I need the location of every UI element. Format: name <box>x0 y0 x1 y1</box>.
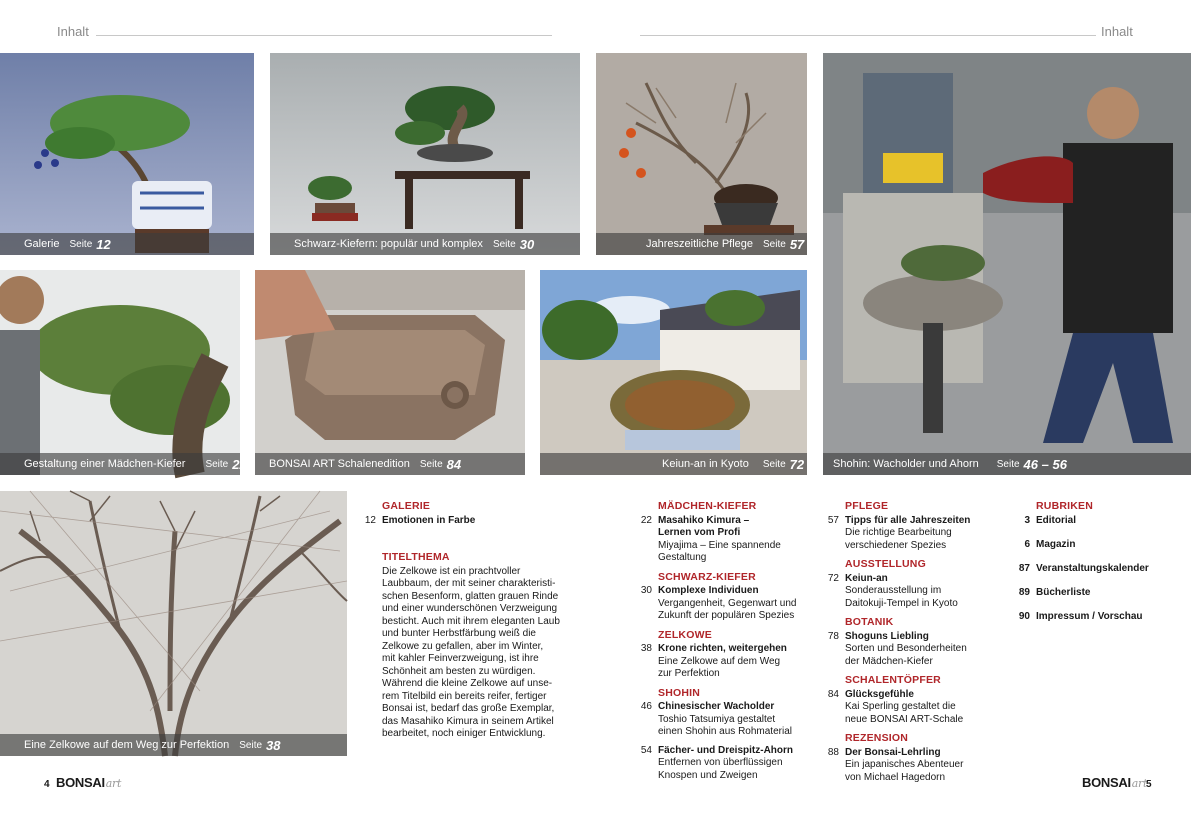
caption-seite: Seite <box>996 458 1020 470</box>
entry-title: Lernen vom Profi <box>658 527 741 538</box>
black-pine-image <box>270 53 580 255</box>
toc-entry[interactable] <box>823 573 993 611</box>
entry-title: Keiun-an <box>845 572 888 584</box>
section-ausstellung: AUSSTELLUNG <box>845 558 926 570</box>
entry-title: Veranstaltungskalender <box>1036 562 1149 574</box>
toc-entry[interactable] <box>636 701 816 739</box>
entry-page: 90 <box>1018 610 1030 622</box>
entry-title: Shoguns Liebling <box>845 630 929 642</box>
photo-keiun-an[interactable] <box>540 270 807 475</box>
persimmon-bonsai-image <box>596 53 807 255</box>
photo-caption <box>823 453 1191 475</box>
entry-page: 78 <box>827 630 839 642</box>
entry-page: 88 <box>827 746 839 758</box>
text-line: und bunter Herbstfärbung weiß die <box>382 628 536 639</box>
caption-text: BONSAI ART Schalenedition <box>269 458 410 470</box>
text-line: Bonsai ist, bedarf das große Exemplar, <box>382 703 555 714</box>
entry-title: Der Bonsai-Lehrling <box>845 746 941 758</box>
toc-column-2 <box>636 500 816 788</box>
entry-desc: von Michael Hagedorn <box>845 771 946 783</box>
entry-title: Krone richten, weitergehen <box>658 643 787 654</box>
text-line: schen Besenform, glatten grauen Rinde <box>382 590 559 602</box>
caption-page-number: 84 <box>446 456 462 472</box>
section-pflege: PFLEGE <box>845 500 889 512</box>
header-left: Inhalt <box>57 24 89 39</box>
toc-entry[interactable] <box>823 631 993 669</box>
entry-title: Komplexe Individuen <box>658 585 759 596</box>
caption-seite: Seite <box>205 458 229 470</box>
entry-title: Editorial <box>1036 514 1077 526</box>
caption-seite: Seite <box>239 739 263 751</box>
photo-caption <box>255 453 525 475</box>
photo-jahreszeitliche-pflege[interactable] <box>596 53 807 255</box>
text-line: besticht. Auch mit ihrem eleganten Laub <box>382 615 560 627</box>
white-pine-styling-image <box>0 270 240 475</box>
photo-schalenedition[interactable] <box>255 270 525 475</box>
photo-caption <box>540 453 807 475</box>
temple-exhibition-image <box>540 270 807 475</box>
rubrik-entry-editorial[interactable] <box>1006 515 1186 528</box>
entry-desc: Sonderausstellung im <box>845 585 942 596</box>
rubrik-entry-magazin[interactable] <box>1006 539 1186 552</box>
entry-page: 38 <box>640 643 652 654</box>
text-line: Die Zelkowe ist ein prachtvoller <box>382 565 521 577</box>
toc-entry[interactable] <box>636 643 816 681</box>
text-line: das Masahiko Kimura in seinem Artikel <box>382 715 554 727</box>
entry-page: 87 <box>1018 562 1030 574</box>
caption-text: Schwarz-Kiefern: populär und komplex <box>294 238 483 250</box>
caption-page-number: 12 <box>96 236 111 252</box>
entry-page: 22 <box>640 514 652 526</box>
caption-text: Keiun-an in Kyoto <box>662 458 749 470</box>
galerie-bonsai-image <box>0 53 254 255</box>
entry-desc: Entfernen von überflüssigen <box>658 757 783 768</box>
right-page-number: 5 <box>1146 779 1152 790</box>
titelthema-text <box>382 566 575 741</box>
text-line: bearbeitet, noch einiger Entwicklung. <box>382 728 546 739</box>
rubrik-entry-veranstaltungskalender[interactable] <box>1006 563 1186 576</box>
entry-desc: einen Shohin aus Rohmaterial <box>658 726 792 737</box>
photo-maedchen-kiefer[interactable] <box>0 270 247 475</box>
toc-entry[interactable] <box>823 747 993 785</box>
entry-desc: Miyajima – Eine spannende <box>658 539 781 551</box>
toc-entry[interactable] <box>636 585 816 623</box>
header-rule-right <box>640 35 1096 36</box>
workshop-man-image <box>823 53 1191 475</box>
rubrik-entry-buecherliste[interactable] <box>1006 587 1186 600</box>
caption-seite: Seite <box>419 458 443 470</box>
logo-script: art <box>1131 777 1148 790</box>
caption-text: Eine Zelkowe auf dem Weg zur Perfektion <box>24 739 230 751</box>
entry-title: Magazin <box>1036 538 1076 550</box>
toc-entry[interactable] <box>636 745 816 783</box>
entry-desc: Sorten und Besonderheiten <box>845 643 967 654</box>
left-page-number: 4 <box>44 779 50 790</box>
caption-text: Gestaltung einer Mädchen-Kiefer <box>24 458 186 470</box>
text-line: mit kahler Feinverzweigung, ist ihre <box>382 653 539 664</box>
toc-entry-galerie[interactable] <box>360 515 575 528</box>
caption-page-number: 22 <box>232 456 247 472</box>
caption-page-number: 46 – 56 <box>1023 456 1067 472</box>
toc-column-1 <box>360 500 575 741</box>
bonsai-art-logo-left <box>56 775 121 790</box>
toc-entry[interactable] <box>636 515 816 565</box>
photo-caption <box>0 453 247 475</box>
photo-shohin[interactable] <box>823 53 1191 475</box>
entry-title: Fächer- und Dreispitz-Ahorn <box>658 744 794 756</box>
entry-page: 89 <box>1018 586 1030 598</box>
caption-seite: Seite <box>69 238 93 250</box>
zelkova-tree-image <box>0 491 347 756</box>
entry-desc: Gestaltung <box>658 552 707 563</box>
toc-entry[interactable] <box>823 515 993 553</box>
entry-page: 6 <box>1024 538 1030 550</box>
text-line: Während die kleine Zelkowe auf unse- <box>382 678 553 689</box>
entry-page: 30 <box>640 585 652 596</box>
section-rezension: REZENSION <box>845 732 909 744</box>
text-line: Zelkowe zu gefallen, aber im Winter, <box>382 640 544 652</box>
photo-caption <box>0 734 347 756</box>
entry-title: Tipps für alle Jahreszeiten <box>845 514 971 526</box>
caption-page-number: 72 <box>789 456 805 472</box>
photo-caption <box>0 233 254 255</box>
section-botanik: BOTANIK <box>845 616 894 628</box>
section-schalentoepfer: SCHALENTÖPFER <box>845 674 941 686</box>
text-line: und einer wunderschönen Verzweigung <box>382 603 558 614</box>
entry-title: Masahiko Kimura – <box>658 514 750 526</box>
photo-schwarz-kiefern[interactable] <box>270 53 580 255</box>
toc-entry[interactable] <box>823 689 993 727</box>
caption-seite: Seite <box>492 238 516 250</box>
entry-title: Impressum / Vorschau <box>1036 610 1143 622</box>
caption-page-number: 30 <box>519 236 535 252</box>
entry-desc: Zukunft der populären Spezies <box>658 610 795 621</box>
photo-caption <box>270 233 580 255</box>
entry-page: 84 <box>827 688 839 700</box>
bonsai-pot-image <box>255 270 525 475</box>
toc-column-4 <box>1006 500 1186 635</box>
entry-desc: Eine Zelkowe auf dem Weg <box>658 655 781 667</box>
logo-main: BONSAI <box>1082 775 1131 790</box>
entry-desc: der Mädchen-Kiefer <box>845 655 933 667</box>
header-right: Inhalt <box>1101 24 1133 39</box>
entry-desc: Die richtige Bearbeitung <box>845 527 952 538</box>
toc-column-3 <box>823 500 993 790</box>
entry-desc: Toshio Tatsumiya gestaltet <box>658 713 776 725</box>
entry-title: Glücksgefühle <box>845 688 914 700</box>
entry-desc: neue BONSAI ART-Schale <box>845 713 964 725</box>
section-maedchen-kiefer: MÄDCHEN-KIEFER <box>658 500 757 512</box>
photo-galerie[interactable] <box>0 53 254 255</box>
entry-page: 72 <box>827 572 839 584</box>
entry-page: 12 <box>364 514 376 526</box>
entry-desc: Kai Sperling gestaltet die <box>845 701 956 712</box>
entry-desc: Knospen und Zweigen <box>658 769 758 781</box>
caption-text: Galerie <box>24 238 60 250</box>
rubrik-entry-impressum[interactable] <box>1006 611 1186 624</box>
entry-title: Chinesischer Wacholder <box>658 701 775 712</box>
entry-desc: Ein japanisches Abenteuer <box>845 759 964 770</box>
entry-page: 54 <box>640 744 652 756</box>
section-rubriken: RUBRIKEN <box>1036 500 1094 512</box>
entry-desc: verschiedener Spezies <box>845 539 947 551</box>
entry-desc: Vergangenheit, Gegenwart und <box>658 597 797 609</box>
entry-desc: zur Perfektion <box>658 668 720 679</box>
entry-page: 46 <box>640 701 652 712</box>
entry-page: 3 <box>1024 514 1030 526</box>
entry-title: Bücherliste <box>1036 586 1091 598</box>
section-titelthema: TITELTHEMA <box>382 551 450 563</box>
logo-script: art <box>105 777 122 790</box>
photo-zelkowe[interactable] <box>0 491 347 756</box>
entry-page: 57 <box>827 514 839 526</box>
section-zelkowe: ZELKOWE <box>658 628 712 641</box>
caption-page-number: 57 <box>789 236 805 252</box>
entry-desc: Daitokuji-Tempel in Kyoto <box>845 597 958 609</box>
logo-main: BONSAI <box>56 775 105 790</box>
text-line: rem Titelbild ein bereits reifer, fertiger <box>382 690 547 702</box>
text-line: Laubbaum, der mit seiner charakteristi- <box>382 578 556 589</box>
caption-page-number: 38 <box>266 737 281 753</box>
text-line: Schönheit am besten zu würdigen. <box>382 665 536 677</box>
section-galerie: GALERIE <box>382 500 431 512</box>
section-schwarz-kiefer: SCHWARZ-KIEFER <box>658 570 756 583</box>
header-rule-left <box>96 35 552 36</box>
bonsai-art-logo-right <box>1082 775 1147 790</box>
section-shohin: SHOHIN <box>658 686 701 699</box>
caption-text: Jahreszeitliche Pflege <box>646 238 754 250</box>
caption-seite: Seite <box>763 238 786 250</box>
photo-caption <box>596 233 807 255</box>
caption-seite: Seite <box>762 458 786 470</box>
caption-text: Shohin: Wacholder und Ahorn <box>833 458 979 470</box>
entry-title: Emotionen in Farbe <box>382 514 476 526</box>
